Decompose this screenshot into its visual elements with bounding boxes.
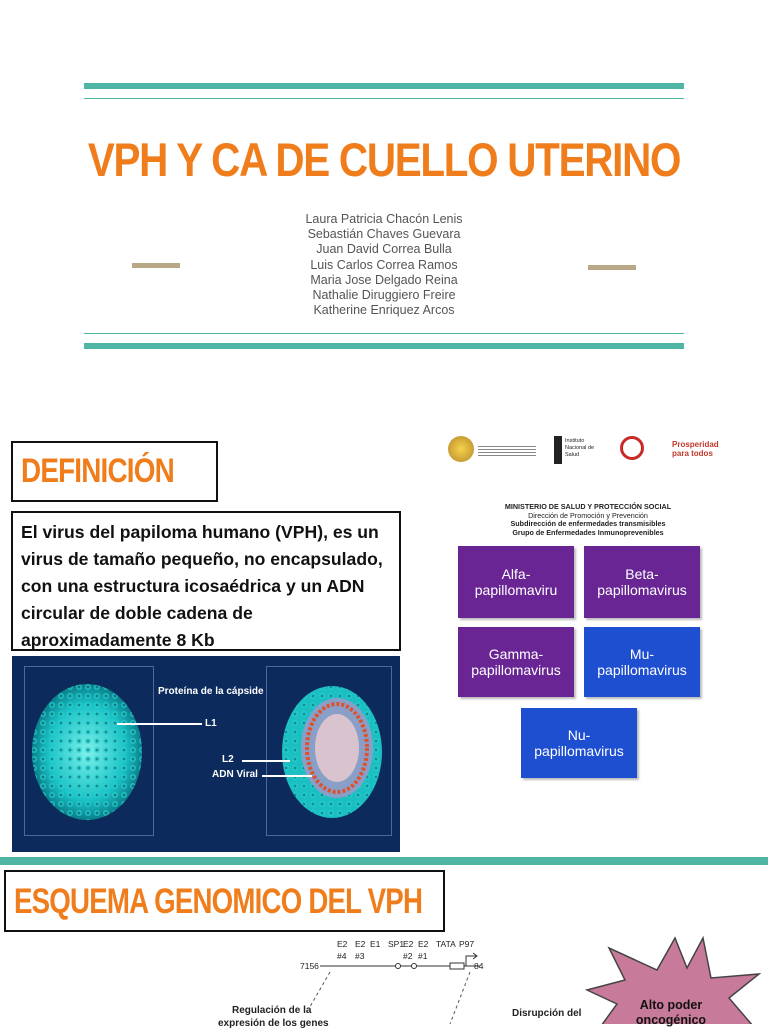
left-accent-dash	[132, 263, 180, 268]
author-name: Sebastián Chaves Guevara	[307, 227, 461, 242]
genome-e2-2-sub: #2	[403, 951, 413, 961]
disruption-label: Disrupción del	[512, 1008, 582, 1019]
top-divider-thin	[84, 98, 684, 99]
genome-tata: TATA	[436, 939, 456, 949]
genus-box-nu	[521, 708, 637, 778]
schema-heading: ESQUEMA GENOMICO DEL VPH	[14, 882, 423, 921]
right-accent-dash	[588, 265, 636, 270]
genome-e2-3: E2	[355, 939, 366, 949]
ministry-line: Grupo de Enfermedades Inmunoprevenibles	[512, 527, 664, 537]
genome-e2-4-sub: #4	[337, 951, 347, 961]
bottom-divider-thin	[84, 333, 684, 334]
prosperity-logo: Prosperidad para todos	[672, 440, 719, 458]
regulation-label: Regulación de la	[232, 1005, 312, 1016]
author-name: Maria Jose Delgado Reina	[310, 272, 458, 287]
author-name: Laura Patricia Chacón Lenis	[305, 212, 463, 226]
ministry-line: Subdirección de enfermedades transmisibles	[510, 519, 666, 529]
capsid-l1-label: L1	[205, 718, 217, 729]
author-name: Luis Carlos Correa Ramos	[310, 257, 458, 272]
genus-label: Mu- papillomavirus	[597, 646, 687, 678]
circular-logo	[620, 436, 644, 460]
author-list	[234, 212, 534, 318]
genus-box-beta	[584, 546, 700, 618]
genome-sp1: SP1	[388, 939, 405, 949]
bottom-divider-thick	[84, 343, 684, 349]
slide3-divider	[0, 857, 768, 865]
genome-e2-1: E2	[418, 939, 429, 949]
definition-heading-box	[11, 441, 218, 502]
capsid-illustration	[12, 656, 400, 852]
genus-label: Gamma- papillomavirus	[471, 646, 561, 678]
page-title: VPH Y CA DE CUELLO UTERINO	[87, 133, 681, 186]
ministry-heading	[458, 503, 718, 537]
top-divider-thick	[84, 83, 684, 89]
genus-label: Beta- papillomavirus	[597, 566, 687, 598]
capsid-dna-label: ADN Viral	[212, 769, 258, 780]
starburst-label: Alto poder oncogénico	[635, 998, 707, 1027]
regulation-label-2: expresión de los genes	[218, 1018, 329, 1029]
genome-e2-2: E2	[403, 939, 414, 949]
genus-box-gamma	[458, 627, 574, 697]
schema-heading-box	[4, 870, 445, 932]
author-name: Katherine Enriquez Arcos	[313, 303, 455, 318]
author-name: Juan David Correa Bulla	[316, 242, 452, 257]
genome-e2-4: E2	[337, 939, 348, 949]
genus-box-mu	[584, 627, 700, 697]
genome-e2-1-sub: #1	[418, 951, 428, 961]
ins-logo	[554, 436, 562, 464]
definition-text: El virus del papiloma humano (VPH), es un virus de tamaño pequeño, no encapsulado, con una estructura icosaédrica y un ADN circular de doble cadena de aproximadamente 8 Kb	[11, 511, 401, 651]
ministry-line: Dirección de Promoción y Prevención	[528, 510, 648, 520]
genome-7156: 7156	[300, 961, 319, 971]
genus-box-alfa	[458, 546, 574, 618]
author-name: Nathalie Diruggiero Freire	[312, 288, 456, 303]
ins-logo-text: Instituto Nacional de Salud	[565, 438, 595, 458]
colombia-seal-logo	[448, 436, 474, 462]
ministry-line: MINISTERIO DE SALUD Y PROTECCIÓN SOCIAL	[504, 502, 672, 511]
capsid-protein-label: Proteína de la cápside	[158, 686, 264, 697]
genome-p97: P97	[459, 939, 475, 949]
capsid-l2-label: L2	[222, 754, 234, 765]
genus-label: Nu- papillomavirus	[534, 727, 624, 759]
genus-label: Alfa- papillomaviru	[474, 566, 558, 598]
genome-e2-3-sub: #3	[355, 951, 365, 961]
definition-heading: DEFINICIÓN	[21, 452, 174, 490]
logo-row	[448, 434, 728, 470]
genome-84: 84	[474, 961, 484, 971]
ministry-logo-text	[478, 446, 536, 456]
genome-e1: E1	[370, 939, 381, 949]
